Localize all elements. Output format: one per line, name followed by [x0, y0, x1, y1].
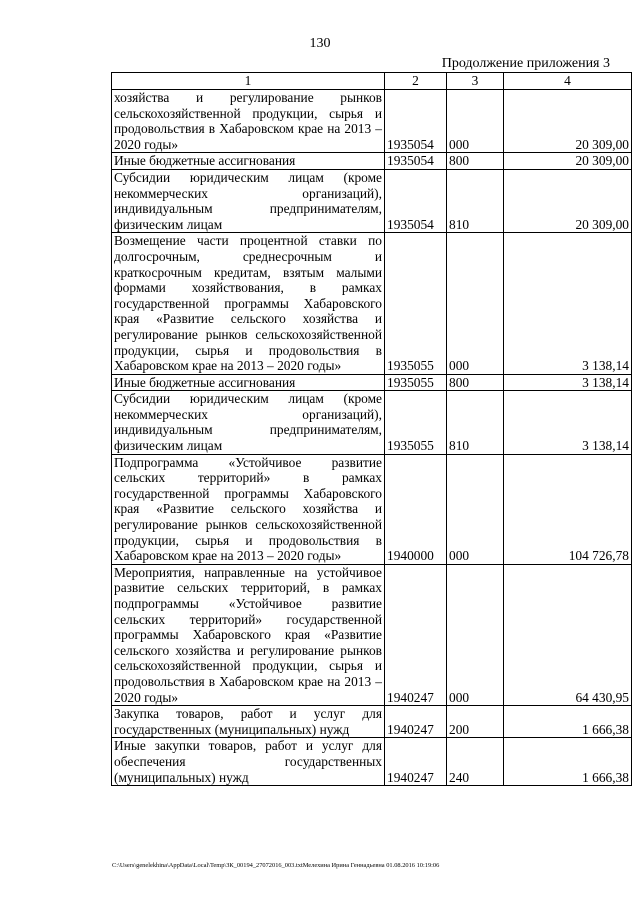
table-row: [112, 233, 632, 374]
page-number: 130: [309, 36, 331, 51]
row-amount: 104 726,78: [504, 454, 632, 564]
row-vr-code: 810: [447, 391, 504, 454]
row-csr-code: 1935055: [385, 374, 447, 391]
row-name: Субсидии юридическим лицам (кроме некоммерческих организаций), индивидуальным предпринимателям, физическим лицам: [112, 391, 385, 454]
row-csr-code: 1940247: [385, 706, 447, 738]
row-vr-code: 810: [447, 169, 504, 232]
budget-table: [111, 72, 632, 786]
row-name: Субсидии юридическим лицам (кроме некоммерческих организаций), индивидуальным предпринимателям, физическим лицам: [112, 169, 385, 232]
row-vr-code: 800: [447, 153, 504, 170]
row-amount: 20 309,00: [504, 153, 632, 170]
row-csr-code: 1935054: [385, 90, 447, 153]
table-row: [112, 153, 632, 170]
row-vr-code: 200: [447, 706, 504, 738]
row-vr-code: 000: [447, 233, 504, 374]
row-name: Иные бюджетные ассигнования: [112, 374, 385, 391]
row-csr-code: 1935055: [385, 233, 447, 374]
table-row: [112, 564, 632, 705]
column-header: 2: [385, 73, 447, 90]
row-amount: 3 138,14: [504, 391, 632, 454]
row-amount: 64 430,95: [504, 564, 632, 705]
table-row: [112, 706, 632, 738]
row-vr-code: 000: [447, 454, 504, 564]
column-header: 3: [447, 73, 504, 90]
footer-file-path: C:\Users\genelekhina\AppData\Local\Temp\ЗК_00194_27072016_003.txtМелехина Ирина Геннадьевна 01.08.2016 10:19:06: [112, 862, 440, 869]
row-vr-code: 240: [447, 738, 504, 786]
table-row: [112, 391, 632, 454]
row-amount: 3 138,14: [504, 374, 632, 391]
row-csr-code: 1940000: [385, 454, 447, 564]
table-row: [112, 454, 632, 564]
row-amount: 1 666,38: [504, 706, 632, 738]
row-amount: 20 309,00: [504, 169, 632, 232]
table-row: [112, 738, 632, 786]
row-amount: 1 666,38: [504, 738, 632, 786]
row-name: Иные закупки товаров, работ и услуг для обеспечения государственных (муниципальных) нужд: [112, 738, 385, 786]
row-vr-code: 000: [447, 90, 504, 153]
table-row: [112, 90, 632, 153]
row-amount: 20 309,00: [504, 90, 632, 153]
row-csr-code: 1940247: [385, 564, 447, 705]
table-header-row: [112, 73, 632, 90]
appendix-note: Продолжение приложения 3: [441, 56, 610, 71]
row-csr-code: 1935055: [385, 391, 447, 454]
row-amount: 3 138,14: [504, 233, 632, 374]
table-row: [112, 169, 632, 232]
row-csr-code: 1935054: [385, 153, 447, 170]
row-name: хозяйства и регулирование рынков сельскохозяйственной продукции, сырья и продовольствия в Хабаровском крае на 2013 – 2020 годы»: [112, 90, 385, 153]
row-name: Иные бюджетные ассигнования: [112, 153, 385, 170]
row-name: Закупка товаров, работ и услуг для государственных (муниципальных) нужд: [112, 706, 385, 738]
column-header: 4: [504, 73, 632, 90]
row-vr-code: 800: [447, 374, 504, 391]
table-row: [112, 374, 632, 391]
row-csr-code: 1940247: [385, 738, 447, 786]
row-name: Мероприятия, направленные на устойчивое развитие сельских территорий, в рамках подпрограммы «Устойчивое развитие сельских территорий» государственной программы Хабаровского края «Развитие сельского хозяйства и регулирование рынков сельскохозяйственной продукции, сырья и продовольствия в Хабаровском крае на 2013 – 2020 годы»: [112, 564, 385, 705]
column-header: 1: [112, 73, 385, 90]
row-name: Подпрограмма «Устойчивое развитие сельских территорий» в рамках государственной программы Хабаровского края «Развитие сельского хозяйства и регулирование рынков сельскохозяйственной продукции, сырья и продовольствия в Хабаровском крае на 2013 – 2020 годы»: [112, 454, 385, 564]
row-vr-code: 000: [447, 564, 504, 705]
row-name: Возмещение части процентной ставки по долгосрочным, среднесрочным и краткосрочным кредитам, взятым малыми формами хозяйствования, в рамках государственной программы Хабаровского края «Развитие сельского хозяйства и регулирование рынков сельскохозяйственной продукции, сырья и продовольствия в Хабаровском крае на 2013 – 2020 годы»: [112, 233, 385, 374]
row-csr-code: 1935054: [385, 169, 447, 232]
